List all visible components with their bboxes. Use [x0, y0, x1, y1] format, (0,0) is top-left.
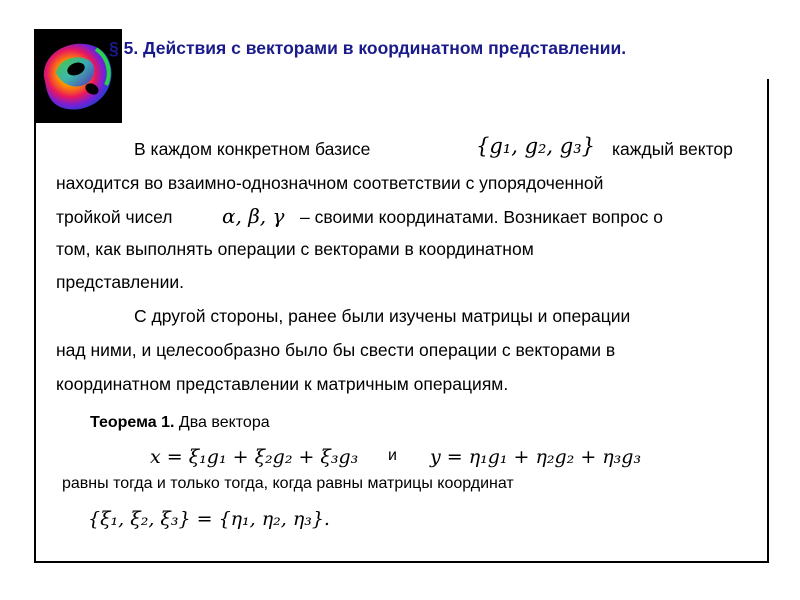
equality-formula: {ξ₁, ξ₂, ξ₃} = {η₁, η₂, η₃}. [88, 508, 330, 530]
paragraph1-line3-start: тройкой чисел [56, 207, 173, 227]
paragraph1-line4: том, как выполнять операции с векторами в координатном [56, 239, 534, 259]
paragraph2-line2: над ними, и целесообразно было бы свести операции с векторами в [56, 340, 616, 360]
coords-formula: α, β, γ [222, 204, 285, 228]
basis-formula: {g₁, g₂, g₃} [476, 134, 596, 158]
paragraph1-line1-end: каждый вектор [612, 139, 733, 159]
formula-x: x = ξ₁g₁ + ξ₂g₂ + ξ₃g₃ [150, 446, 359, 468]
theorem-conjunction: и [388, 447, 397, 464]
page-title: § 5. Действия с векторами в координатном представлении. [109, 38, 627, 58]
formula-y: y = η₁g₁ + η₂g₂ + η₃g₃ [430, 446, 642, 468]
paragraph2-line3: координатном представлении к матричным операциям. [56, 374, 509, 394]
theorem-text: Два вектора [174, 414, 270, 431]
theorem-condition: равны тогда и только тогда, когда равны матрицы координат [62, 475, 514, 492]
theorem-heading [90, 414, 270, 432]
theorem-label: Теорема 1. [90, 414, 175, 431]
paragraph1-line2: находится во взаимно-однозначном соответствии с упорядоченной [56, 173, 604, 193]
paragraph2-line1: С другой стороны, ранее были изучены матрицы и операции [134, 306, 631, 326]
paragraph1-line3-end: – своими координатами. Возникает вопрос о [300, 207, 663, 227]
paragraph1-line1-start: В каждом конкретном базисе [134, 139, 371, 159]
paragraph1-line5: представлении. [56, 272, 184, 292]
